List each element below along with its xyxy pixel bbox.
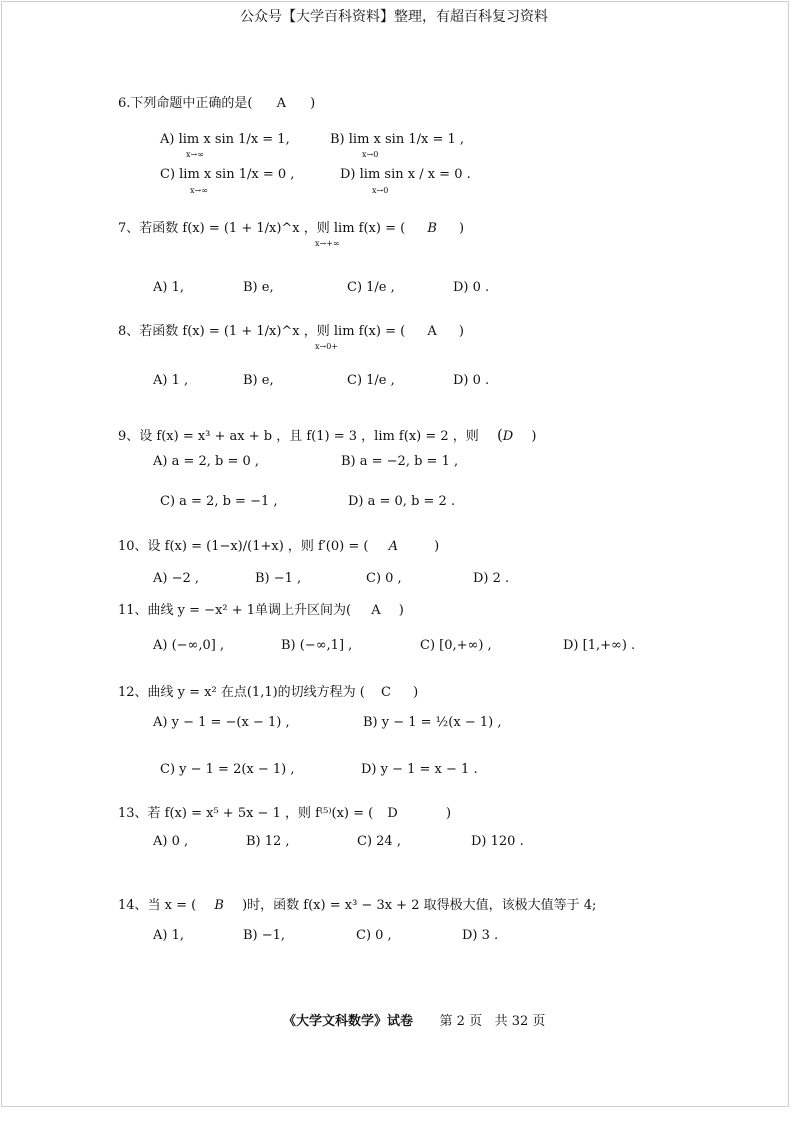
footer-total: 共 32 页 — [494, 1014, 546, 1029]
question-13-option-d: D) 120 . — [471, 834, 524, 849]
question-11-stem — [118, 599, 404, 618]
question-9-option-b: B) a = −2, b = 1 , — [341, 454, 459, 469]
question-13-text: 13、若 f(x) = x⁵ + 5x − 1 ，则 f⁽⁵⁾(x) = ( — [118, 806, 374, 821]
question-7-close: ) — [459, 221, 465, 236]
question-6-option-b-sub: x→0 — [362, 150, 379, 159]
question-9-answer: D — [502, 429, 514, 444]
question-12-answer: C — [381, 685, 391, 700]
question-6-option-b: B) lim x sin 1/x = 1 , — [330, 132, 465, 147]
question-7-option-a: A) 1, — [153, 280, 184, 295]
question-11-option-c: C) [0,+∞) , — [420, 638, 492, 653]
question-6-option-d: D) lim sin x / x = 0 . — [340, 167, 471, 182]
question-6-option-c: C) lim x sin 1/x = 0 , — [160, 167, 295, 182]
question-12-option-a: A) y − 1 = −(x − 1) , — [153, 715, 290, 730]
question-13-answer: D — [387, 806, 398, 821]
question-10-option-a: A) −2 , — [153, 571, 200, 586]
question-13-close: ) — [445, 806, 452, 821]
question-11-option-a: A) (−∞,0] , — [153, 638, 225, 653]
question-10-text: 10、设 f(x) = (1−x)/(1+x) ，则 f′(0) = ( — [118, 539, 369, 554]
question-8-answer: A — [427, 324, 437, 339]
page-header: 公众号【大学百科资料】整理，有超百科复习资料 — [240, 9, 548, 25]
question-10-stem — [118, 535, 439, 554]
question-9-text: 9、设 f(x) = x³ + ax + b ，且 f(1) = 3 ，lim f(x) = 2 ，则 — [118, 429, 479, 444]
question-10-option-c: C) 0 , — [366, 571, 402, 586]
question-13-option-a: A) 0 , — [153, 834, 189, 849]
question-7-option-c: C) 1/e , — [347, 280, 395, 295]
question-7-stem — [118, 217, 464, 236]
question-12-stem — [118, 681, 418, 700]
question-10-close: ) — [434, 539, 440, 554]
question-8-limit-sub: x→0+ — [315, 342, 339, 351]
question-8-text: 8、若函数 f(x) = (1 + 1/x)^x ，则 lim f(x) = ( — [118, 324, 406, 339]
question-13-stem — [118, 802, 451, 821]
footer-page: 第 2 页 — [439, 1014, 483, 1029]
question-14-option-d: D) 3 . — [462, 928, 499, 943]
question-9-close: ) — [531, 429, 537, 444]
question-11-text: 11、曲线 y = −x² + 1单调上升区间为( — [118, 603, 352, 618]
question-12-close: ) — [413, 685, 419, 700]
question-6-option-c-sub: x→∞ — [190, 186, 208, 195]
question-6-stem — [118, 92, 315, 111]
question-13-option-b: B) 12 , — [246, 834, 290, 849]
question-6-option-a-sub: x→∞ — [186, 150, 204, 159]
question-6-option-d-sub: x→0 — [372, 186, 389, 195]
question-12-option-d: D) y − 1 = x − 1 . — [361, 762, 478, 777]
question-14-stem-after: )时，函数 f(x) = x³ − 3x + 2 取得极大值，该极大值等于 4; — [242, 898, 597, 913]
question-14-option-c: C) 0 , — [356, 928, 392, 943]
question-7-option-d: D) 0 . — [453, 280, 490, 295]
question-7-answer: B — [427, 221, 437, 236]
question-14-answer: B — [214, 898, 224, 913]
footer-title: 《大学文科数学》试卷 — [283, 1014, 414, 1029]
question-6-text: 6.下列命题中正确的是( — [118, 96, 253, 111]
question-8-option-b: B) e, — [243, 373, 274, 388]
question-7-text: 7、若函数 f(x) = (1 + 1/x)^x ，则 lim f(x) = ( — [118, 221, 406, 236]
question-12-option-b: B) y − 1 = ½(x − 1) , — [363, 715, 502, 730]
question-8-close: ) — [458, 324, 464, 339]
question-14-option-b: B) −1, — [243, 928, 286, 943]
question-13-option-c: C) 24 , — [357, 834, 401, 849]
question-6-option-a: A) lim x sin 1/x = 1, — [160, 132, 290, 147]
question-7-limit-sub: x→+∞ — [315, 239, 340, 248]
question-14-text: 14、当 x = ( — [118, 898, 197, 913]
question-9-option-c: C) a = 2, b = −1 , — [160, 494, 278, 509]
question-8-option-d: D) 0 . — [453, 373, 490, 388]
question-8-option-a: A) 1 , — [153, 373, 189, 388]
question-8-option-c: C) 1/e , — [347, 373, 395, 388]
question-10-answer: A — [388, 539, 398, 554]
question-9-option-a: A) a = 2, b = 0 , — [153, 454, 260, 469]
question-12-option-c: C) y − 1 = 2(x − 1) , — [160, 762, 295, 777]
question-10-option-b: B) −1 , — [255, 571, 302, 586]
question-11-option-b: B) (−∞,1] , — [281, 638, 353, 653]
question-7-option-b: B) e, — [243, 280, 274, 295]
question-14-stem — [118, 894, 596, 913]
question-14-option-a: A) 1, — [153, 928, 184, 943]
question-10-option-d: D) 2 . — [473, 571, 510, 586]
question-9-option-d: D) a = 0, b = 2 . — [348, 494, 456, 509]
question-8-stem — [118, 320, 464, 339]
question-11-answer: A — [371, 603, 381, 618]
page-footer — [283, 1010, 545, 1029]
question-11-close: ) — [398, 603, 404, 618]
question-11-option-d: D) [1,+∞) . — [563, 638, 636, 653]
question-12-text: 12、曲线 y = x² 在点(1,1)的切线方程为 ( — [118, 685, 365, 700]
question-6-close: ) — [310, 96, 316, 111]
question-9-stem: 9、设 f(x) = x³ + ax + b ，且 f(1) = 3 ，lim f(x) = 2 ，则 (D ) — [118, 426, 537, 444]
question-6-answer: A — [276, 96, 287, 111]
